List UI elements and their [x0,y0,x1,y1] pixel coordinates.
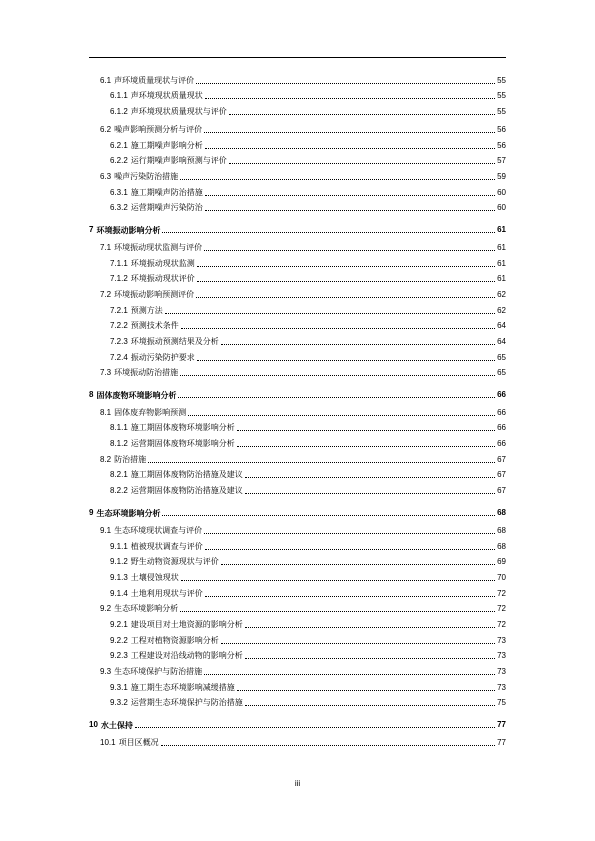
toc-entry[interactable] [100,239,506,253]
toc-dot-leader [188,414,495,416]
toc-entry-number: 7.2.3 [110,337,128,346]
toc-entry[interactable] [110,317,506,331]
toc-entry[interactable] [89,716,506,730]
toc-dot-leader [197,280,495,282]
toc-entry-number: 9 [89,508,94,517]
toc-entry[interactable] [100,72,506,86]
toc-entry-title: 生态环境保护与防治措施 [114,667,203,676]
toc-entry-number: 7 [89,225,94,234]
toc-entry[interactable] [100,364,506,378]
toc-dot-leader [204,131,495,133]
toc-entry[interactable] [110,466,506,480]
toc-entry-title: 固体废物环境影响分析 [96,390,177,400]
toc-entry-number: 8.2 [100,455,112,464]
toc-entry-number: 9.2.2 [110,636,128,645]
toc-entry[interactable] [100,404,506,418]
toc-entry[interactable] [100,286,506,300]
toc-dot-leader [205,209,495,211]
toc-entry-title: 施工期噪声防治措施 [130,188,203,197]
toc-entry[interactable] [110,103,506,117]
toc-dot-leader [180,374,495,376]
toc-entry-page: 60 [497,188,506,197]
toc-entry-number: 7.1.2 [110,274,128,283]
toc-entry-page: 57 [497,156,506,165]
toc-entry-title: 防治措施 [114,455,147,464]
toc-entry-page: 77 [497,738,506,747]
toc-dot-leader [229,113,495,115]
toc-entry-title: 噪声影响预测分析与评价 [114,125,203,134]
toc-entry-title: 生态环境影响分析 [114,604,179,613]
toc-dot-leader [180,178,495,180]
toc-entry-page: 66 [497,408,506,417]
toc-entry-number: 9.1.2 [110,557,128,566]
toc-entry-title: 振动污染防护要求 [130,353,195,362]
toc-entry-page: 55 [497,76,506,85]
toc-entry[interactable] [110,694,506,708]
toc-entry[interactable] [110,349,506,363]
toc-entry-title: 预测技术条件 [130,321,179,330]
header-rule [89,57,506,58]
toc-entry-number: 9.1 [100,526,112,535]
toc-entry[interactable] [89,221,506,235]
toc-dot-leader [204,532,495,534]
toc-entry-title: 施工期噪声影响分析 [130,141,203,150]
toc-entry-number: 6.1.1 [110,91,128,100]
toc-entry-page: 73 [497,667,506,676]
toc-dot-leader [178,396,495,398]
toc-dot-leader [197,265,495,267]
toc-entry[interactable] [110,255,506,269]
page-number: iii [294,779,301,788]
toc-entry-title: 环境振动现状评价 [130,274,195,283]
toc-entry-number: 7.2.4 [110,353,128,362]
toc-entry-page: 66 [497,390,506,399]
toc-entry-title: 噪声污染防治措施 [114,172,179,181]
toc-dot-leader [221,563,495,565]
toc-entry-number: 6.2 [100,125,112,134]
toc-dot-leader [237,429,495,431]
toc-entry-title: 工程对植物资源影响分析 [130,636,219,645]
toc-entry-number: 6.2.2 [110,156,128,165]
toc-entry-number: 8.1.1 [110,423,128,432]
toc-entry-number: 6.1.2 [110,107,128,116]
toc-entry[interactable] [110,553,506,567]
toc-entry-title: 环境振动现状监测 [130,259,195,268]
toc-entry[interactable] [110,482,506,496]
toc-entry-number: 10 [89,720,98,729]
toc-entry-number: 6.2.1 [110,141,128,150]
toc-dot-leader [148,461,495,463]
toc-dot-leader [181,327,495,329]
toc-entry-page: 67 [497,455,506,464]
toc-entry[interactable] [100,600,506,614]
toc-entry[interactable] [110,569,506,583]
toc-entry[interactable] [110,647,506,661]
toc-entry-page: 70 [497,573,506,582]
toc-dot-leader [205,548,495,550]
toc-entry-page: 72 [497,620,506,629]
toc-entry-page: 67 [497,486,506,495]
toc-entry-number: 7.2 [100,290,112,299]
toc-entry-title: 野生动物资源现状与评价 [130,557,219,566]
toc-dot-leader [162,231,495,233]
toc-entry-title: 运营期生态环境保护与防治措施 [130,698,243,707]
toc-dot-leader [162,514,495,516]
toc-entry[interactable] [110,435,506,449]
toc-entry[interactable] [110,538,506,552]
toc-entry-title: 环境振动防治措施 [114,368,179,377]
toc-dot-leader [180,610,495,612]
toc-dot-leader [165,312,495,314]
toc-entry-page: 75 [497,698,506,707]
toc-entry[interactable] [100,451,506,465]
toc-dot-leader [229,162,495,164]
toc-entry[interactable] [110,419,506,433]
toc-entry-page: 56 [497,141,506,150]
toc-entry[interactable] [110,270,506,284]
toc-dot-leader [204,249,495,251]
toc-entry-page: 68 [497,542,506,551]
toc-entry-title: 土壤侵蚀现状 [130,573,179,582]
toc-entry-title: 土地利用现状与评价 [130,589,203,598]
toc-entry[interactable] [110,333,506,347]
toc-entry-number: 8.2.1 [110,470,128,479]
toc-entry[interactable] [110,616,506,630]
toc-entry[interactable] [110,679,506,693]
toc-entry-title: 声环境现状质量现状 [130,91,203,100]
toc-entry-title: 运营期固体废物环境影响分析 [130,439,235,448]
toc-entry-page: 73 [497,651,506,660]
toc-dot-leader [245,657,495,659]
toc-dot-leader [221,343,495,345]
toc-entry-title: 预测方法 [130,306,163,315]
toc-entry-title: 环境振动影响预测评价 [114,290,195,299]
toc-entry[interactable] [110,184,506,198]
toc-entry[interactable] [100,663,506,677]
toc-entry-number: 9.3.1 [110,683,128,692]
toc-entry-title: 声环境现状质量现状与评价 [130,107,227,116]
toc-entry-title: 建设项目对土地资源的影响分析 [130,620,243,629]
toc-entry-page: 65 [497,368,506,377]
toc-entry-title: 施工期固体废物防治措施及建议 [130,470,243,479]
toc-entry[interactable] [100,522,506,536]
toc-entry-page: 65 [497,353,506,362]
toc-entry-page: 73 [497,636,506,645]
toc-entry-title: 运营期噪声污染防治 [130,203,203,212]
toc-entry-page: 69 [497,557,506,566]
toc-entry-title: 环境振动预测结果及分析 [130,337,219,346]
toc-entry-number: 9.2.3 [110,651,128,660]
toc-entry[interactable] [110,137,506,151]
toc-dot-leader [196,296,495,298]
toc-entry-title: 环境振动现状监测与评价 [114,243,203,252]
toc-entry-title: 环境振动影响分析 [96,225,161,235]
toc-entry-title: 声环境质量现状与评价 [114,76,195,85]
toc-entry-page: 62 [497,306,506,315]
toc-entry-title: 水土保持 [100,720,133,730]
toc-dot-leader [205,147,495,149]
toc-entry-page: 66 [497,423,506,432]
toc-entry[interactable] [89,504,506,518]
toc-dot-leader [181,579,495,581]
toc-entry-page: 77 [497,720,506,729]
toc-entry-title: 生态环境现状调查与评价 [114,526,203,535]
toc-entry-number: 7.1 [100,243,112,252]
toc-dot-leader [245,704,495,706]
toc-entry-page: 64 [497,337,506,346]
toc-entry-page: 55 [497,107,506,116]
toc-entry-number: 9.2.1 [110,620,128,629]
toc-entry-title: 项目区概况 [118,738,159,747]
toc-dot-leader [205,97,495,99]
toc-entry[interactable] [110,199,506,213]
toc-entry-number: 6.3.2 [110,203,128,212]
toc-entry-number: 9.1.1 [110,542,128,551]
toc-entry-number: 7.1.1 [110,259,128,268]
toc-entry-title: 施工期生态环境影响减缓措施 [130,683,235,692]
toc-entry-number: 9.1.3 [110,573,128,582]
toc-entry-number: 7.3 [100,368,112,377]
toc-dot-leader [161,744,496,746]
toc-entry-title: 工程建设对沿线动物的影响分析 [130,651,243,660]
toc-entry-page: 67 [497,470,506,479]
toc-entry-number: 9.1.4 [110,589,128,598]
toc-dot-leader [135,726,495,728]
toc-dot-leader [245,492,495,494]
toc-entry[interactable] [100,121,506,135]
toc-dot-leader [221,642,495,644]
toc-entry-title: 植被现状调查与评价 [130,542,203,551]
toc-dot-leader [204,673,495,675]
toc-entry[interactable] [89,386,506,400]
toc-dot-leader [237,689,495,691]
toc-dot-leader [197,359,495,361]
toc-dot-leader [245,626,495,628]
toc-entry-page: 61 [497,243,506,252]
toc-entry-page: 72 [497,589,506,598]
toc-entry-page: 55 [497,91,506,100]
toc-dot-leader [205,194,495,196]
toc-entry-number: 7.2.2 [110,321,128,330]
toc-dot-leader [245,476,495,478]
toc-entry-title: 运营期固体废物防治措施及建议 [130,486,243,495]
toc-entry-page: 61 [497,259,506,268]
toc-dot-leader [237,445,495,447]
toc-entry-page: 56 [497,125,506,134]
toc-entry-title: 固体废弃物影响预测 [114,408,187,417]
toc-entry-page: 68 [497,508,506,517]
toc-entry-number: 7.2.1 [110,306,128,315]
toc-entry[interactable] [110,585,506,599]
toc-entry-page: 66 [497,439,506,448]
toc-dot-leader [205,595,495,597]
toc-entry-title: 施工期固体废物环境影响分析 [130,423,235,432]
toc-entry[interactable] [110,302,506,316]
toc-entry-number: 8.2.2 [110,486,128,495]
toc-entry-number: 8.1.2 [110,439,128,448]
toc-entry-number: 6.1 [100,76,112,85]
toc-entry-page: 64 [497,321,506,330]
toc-entry-number: 6.3.1 [110,188,128,197]
toc-entry-number: 8 [89,390,94,399]
toc-entry-page: 72 [497,604,506,613]
toc-entry[interactable] [110,632,506,646]
toc-entry-number: 9.3 [100,667,112,676]
toc-entry-page: 59 [497,172,506,181]
toc-entry-number: 9.2 [100,604,112,613]
toc-entry[interactable] [110,87,506,101]
toc-entry-number: 10.1 [100,738,116,747]
toc-entry-title: 运行期噪声影响预测与评价 [130,156,227,165]
toc-entry-number: 6.3 [100,172,112,181]
toc-entry-page: 61 [497,274,506,283]
toc-dot-leader [196,82,495,84]
toc-entry-number: 9.3.2 [110,698,128,707]
toc-entry-page: 60 [497,203,506,212]
toc-entry[interactable] [110,152,506,166]
toc-entry-title: 生态环境影响分析 [96,508,161,518]
toc-entry[interactable] [100,168,506,182]
toc-entry-page: 68 [497,526,506,535]
toc-entry-page: 73 [497,683,506,692]
toc-entry-number: 8.1 [100,408,112,417]
toc-entry-page: 62 [497,290,506,299]
toc-entry[interactable] [100,734,506,748]
toc-entry-page: 61 [497,225,506,234]
